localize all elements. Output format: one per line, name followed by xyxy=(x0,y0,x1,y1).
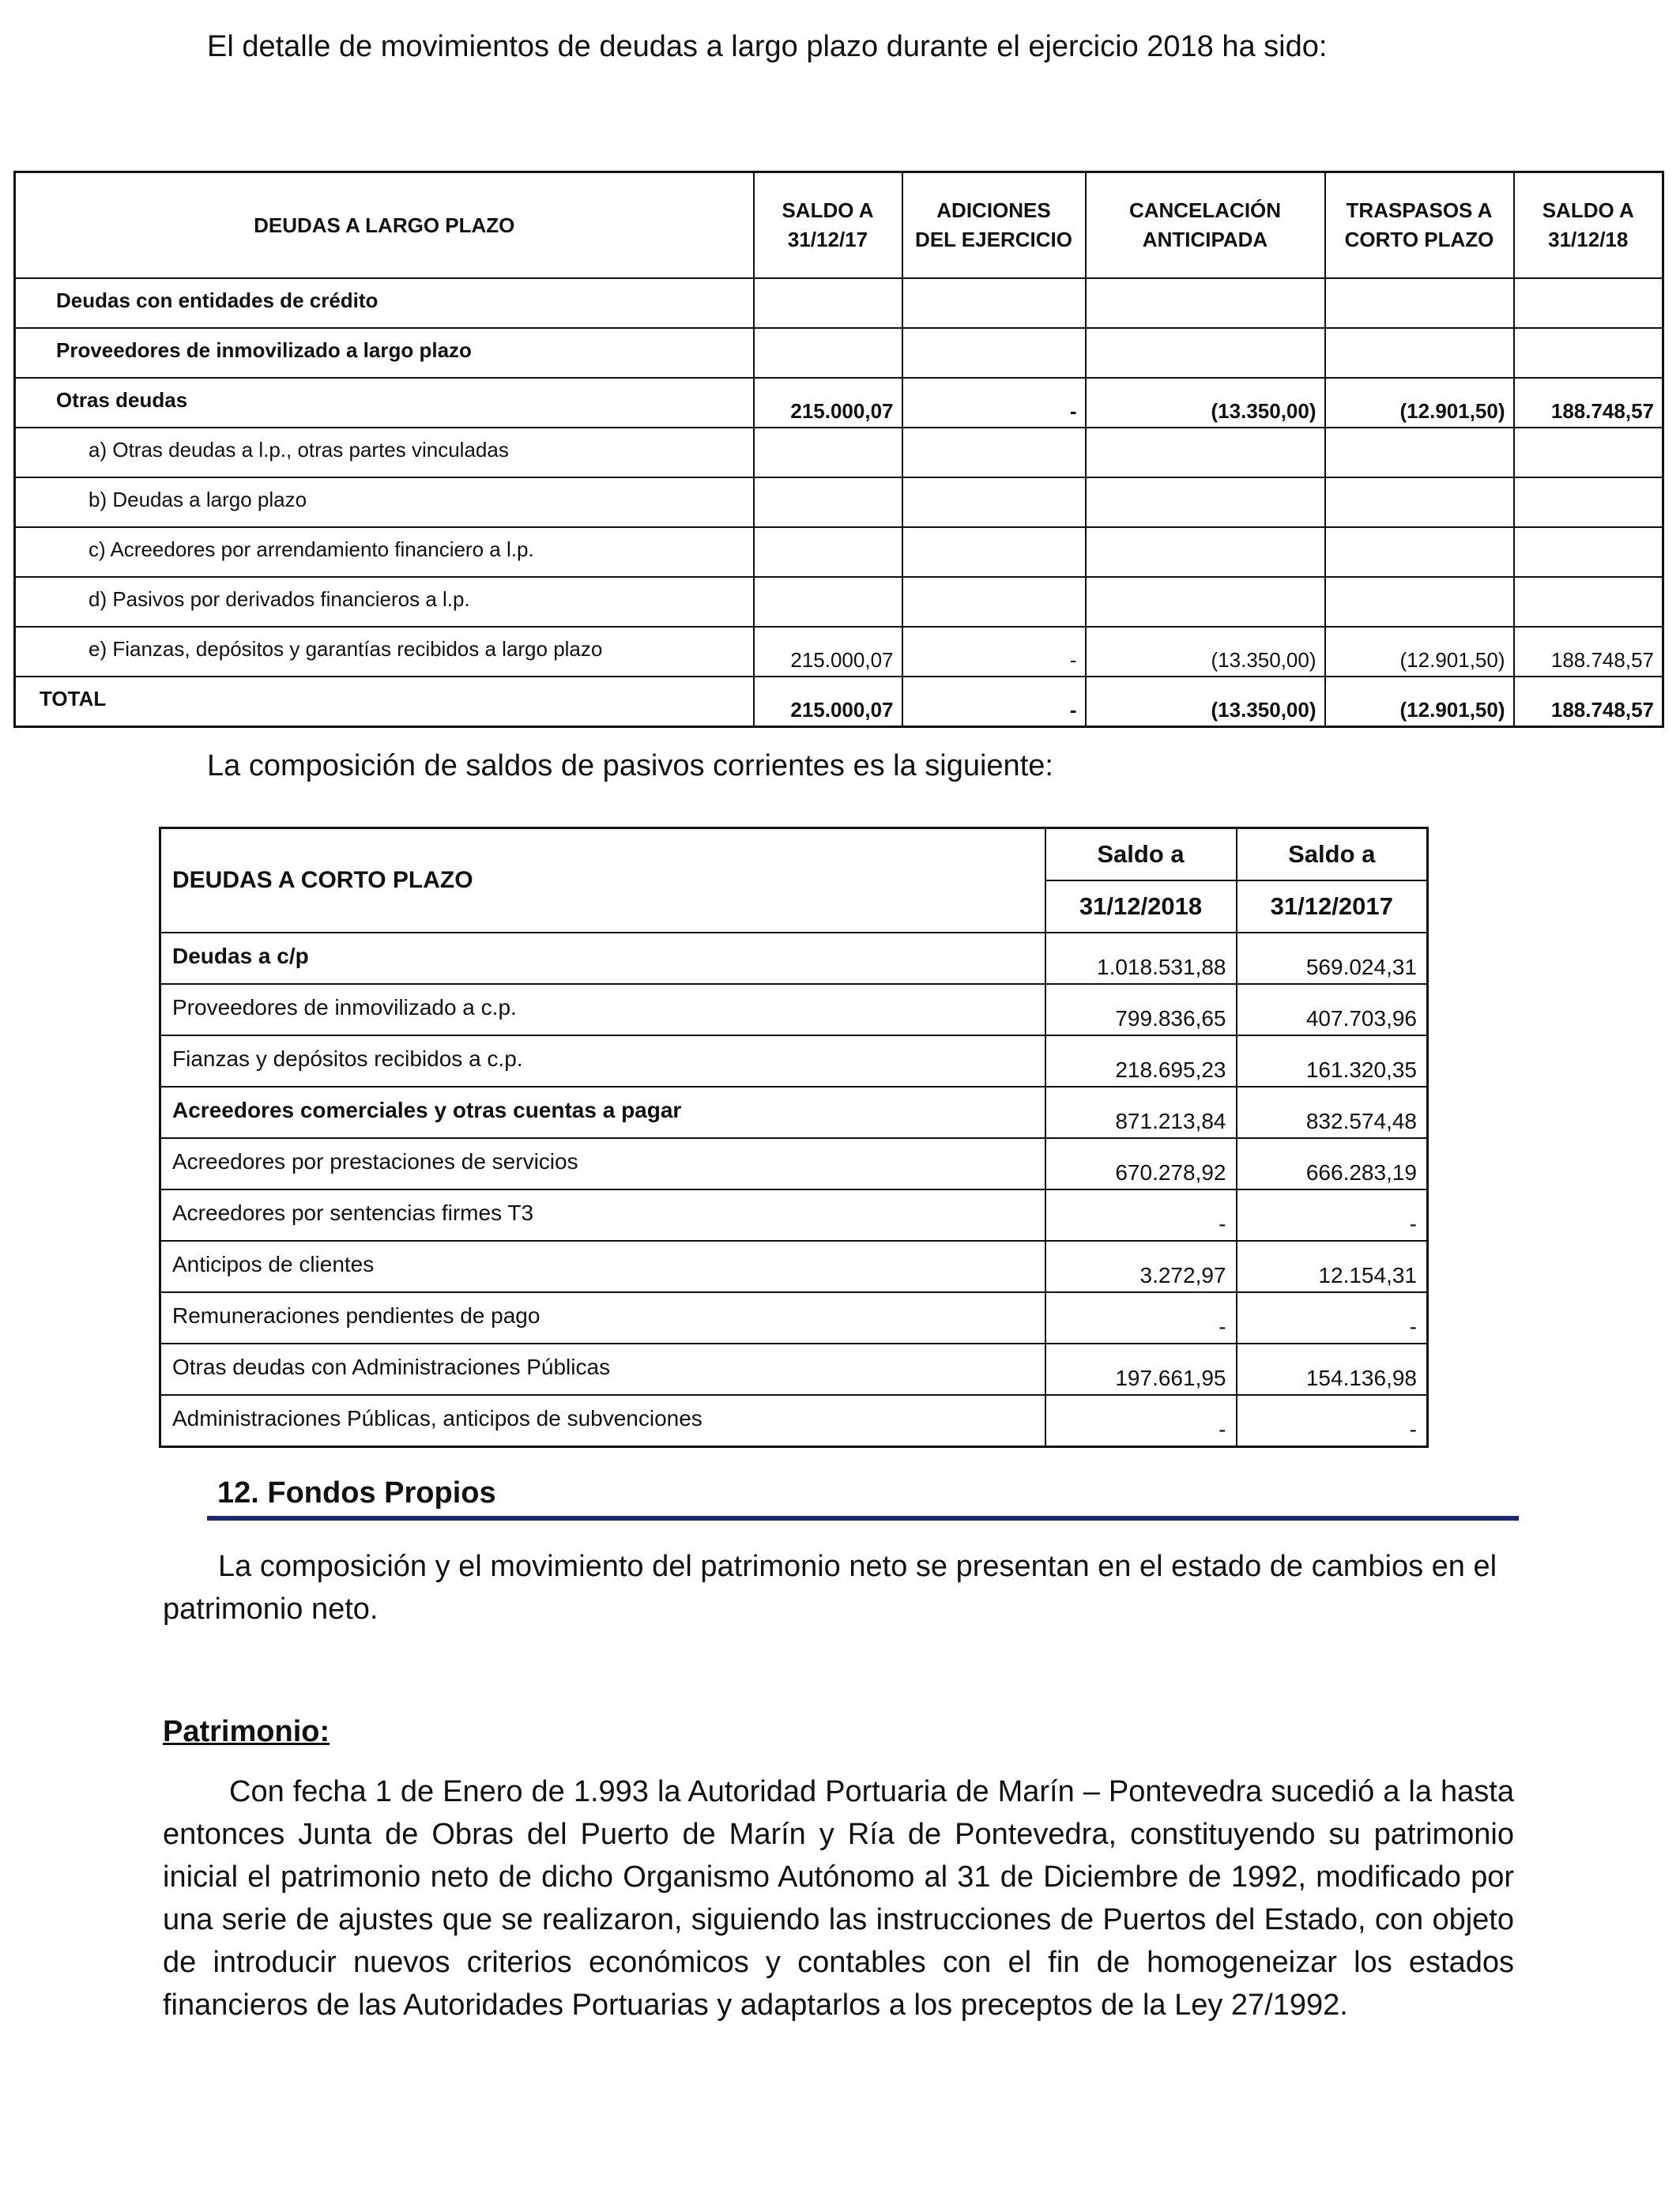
intro-long-term-text: El detalle de movimientos de deudas a largo plazo durante el ejercicio 2018 ha sido: xyxy=(207,30,1328,63)
intro-current-liabilities-text: La composición de saldos de pasivos corrientes es la siguiente: xyxy=(207,749,1053,782)
cell-value xyxy=(902,428,1086,477)
cell-value: 188.748,57 xyxy=(1514,627,1663,677)
cell-value: 407.703,96 xyxy=(1237,984,1428,1035)
cell-value xyxy=(1086,527,1325,577)
table-row xyxy=(160,1395,1428,1447)
cell-value: 799.836,65 xyxy=(1045,984,1237,1035)
row-label: a) Otras deudas a l.p., otras partes vinculadas xyxy=(15,428,754,477)
cell-value: 215.000,07 xyxy=(754,677,902,727)
table-row xyxy=(15,378,1663,428)
row-label: TOTAL xyxy=(15,677,754,727)
table-row xyxy=(160,1189,1428,1241)
table-row xyxy=(160,984,1428,1035)
cell-value: (13.350,00) xyxy=(1086,677,1325,727)
row-label: Proveedores de inmovilizado a c.p. xyxy=(160,984,1045,1035)
cell-value: 215.000,07 xyxy=(754,627,902,677)
cell-value: - xyxy=(902,677,1086,727)
cell-value xyxy=(1086,278,1325,328)
row-label: d) Pasivos por derivados financieros a l.p. xyxy=(15,577,754,627)
row-label: c) Acreedores por arrendamiento financiero a l.p. xyxy=(15,527,754,577)
header-col1-top: Saldo a xyxy=(1045,828,1237,881)
cell-value: 188.748,57 xyxy=(1514,677,1663,727)
cell-value xyxy=(754,527,902,577)
cell-value: 871.213,84 xyxy=(1045,1087,1237,1138)
cell-value xyxy=(1086,428,1325,477)
row-label: Administraciones Públicas, anticipos de subvenciones xyxy=(160,1395,1045,1447)
cell-value: (13.350,00) xyxy=(1086,378,1325,428)
cell-value xyxy=(754,428,902,477)
cell-value: 161.320,35 xyxy=(1237,1035,1428,1087)
header-cell: ADICIONES DEL EJERCICIO xyxy=(902,172,1086,279)
cell-value: 12.154,31 xyxy=(1237,1241,1428,1292)
cell-value: - xyxy=(1237,1292,1428,1344)
cell-value: - xyxy=(1045,1395,1237,1447)
long-term-debt-table xyxy=(13,171,1664,728)
section-title: 12. Fondos Propios xyxy=(217,1476,496,1510)
row-label: Deudas con entidades de crédito xyxy=(15,278,754,328)
cell-value xyxy=(1514,328,1663,378)
cell-value: 3.272,97 xyxy=(1045,1241,1237,1292)
table-row xyxy=(15,527,1663,577)
cell-value xyxy=(1514,527,1663,577)
cell-value xyxy=(754,477,902,527)
cell-value: 1.018.531,88 xyxy=(1045,933,1237,984)
table-row xyxy=(160,1035,1428,1087)
cell-value xyxy=(754,577,902,627)
cell-value xyxy=(754,328,902,378)
cell-value xyxy=(1514,278,1663,328)
table-row xyxy=(15,627,1663,677)
cell-value: 218.695,23 xyxy=(1045,1035,1237,1087)
cell-value: 832.574,48 xyxy=(1237,1087,1428,1138)
cell-value: (12.901,50) xyxy=(1325,378,1514,428)
cell-value xyxy=(902,527,1086,577)
header-cell: TRASPASOS A CORTO PLAZO xyxy=(1325,172,1514,279)
row-label: Acreedores por sentencias firmes T3 xyxy=(160,1189,1045,1241)
cell-value xyxy=(902,328,1086,378)
row-label: Anticipos de clientes xyxy=(160,1241,1045,1292)
table-row xyxy=(15,328,1663,378)
row-label: Deudas a c/p xyxy=(160,933,1045,984)
cell-value xyxy=(902,477,1086,527)
row-label: Acreedores comerciales y otras cuentas a pagar xyxy=(160,1087,1045,1138)
table-row xyxy=(160,1241,1428,1292)
cell-value: - xyxy=(1237,1395,1428,1447)
cell-value: - xyxy=(1237,1189,1428,1241)
cell-value xyxy=(754,278,902,328)
cell-value xyxy=(1514,577,1663,627)
table-row xyxy=(15,477,1663,527)
row-label: Proveedores de inmovilizado a largo plazo xyxy=(15,328,754,378)
table-row xyxy=(15,677,1663,727)
cell-value: (13.350,00) xyxy=(1086,627,1325,677)
row-label: Fianzas y depósitos recibidos a c.p. xyxy=(160,1035,1045,1087)
cell-value: 197.661,95 xyxy=(1045,1344,1237,1395)
cell-value xyxy=(1325,577,1514,627)
short-term-debt-table xyxy=(159,827,1429,1448)
cell-value: - xyxy=(1045,1292,1237,1344)
section12-paragraph: La composición y el movimiento del patrimonio neto se presentan en el estado de cambios en el patrimonio neto. xyxy=(163,1550,1497,1626)
row-label: e) Fianzas, depósitos y garantías recibidos a largo plazo xyxy=(15,627,754,677)
table-row xyxy=(15,577,1663,627)
cell-value xyxy=(1325,278,1514,328)
header-col2-top: Saldo a xyxy=(1237,828,1428,881)
table-row xyxy=(160,933,1428,984)
table-header-row xyxy=(15,172,1663,279)
cell-value xyxy=(1325,477,1514,527)
cell-value: - xyxy=(902,627,1086,677)
cell-value xyxy=(1086,328,1325,378)
table-row xyxy=(160,1292,1428,1344)
header-cell: SALDO A 31/12/18 xyxy=(1514,172,1663,279)
cell-value xyxy=(1514,428,1663,477)
cell-value xyxy=(902,577,1086,627)
patrimonio-heading: Patrimonio: xyxy=(163,1715,330,1748)
cell-value xyxy=(1325,328,1514,378)
header-deudas-corto-plazo: DEUDAS A CORTO PLAZO xyxy=(160,828,1045,933)
patrimonio-paragraph: Con fecha 1 de Enero de 1.993 la Autoridad Portuaria de Marín – Pontevedra sucedió a la hasta entonces Junta de Obras del Puerto de Marín y Ría de Pontevedra, constituyendo su patrimonio inicial el patrimonio neto de dicho Organismo Autónomo al 31 de Diciembre de 1992, modificado por una serie de ajustes que se realizaron, siguiendo las instrucciones de Puertos del Estado, con objeto de introducir nuevos criterios económicos y contables con el fin de homogeneizar los estados financieros de las Autoridades Portuarias y adaptarlos a los preceptos de la Ley 27/1992. xyxy=(163,1775,1514,2022)
row-label: Otras deudas con Administraciones Públicas xyxy=(160,1344,1045,1395)
row-label: b) Deudas a largo plazo xyxy=(15,477,754,527)
cell-value xyxy=(1086,577,1325,627)
cell-value: - xyxy=(1045,1189,1237,1241)
cell-value xyxy=(1514,477,1663,527)
cell-value xyxy=(902,278,1086,328)
header-col2-bottom: 31/12/2017 xyxy=(1237,880,1428,933)
header-cell: DEUDAS A LARGO PLAZO xyxy=(15,172,754,279)
cell-value: 666.283,19 xyxy=(1237,1138,1428,1189)
row-label: Otras deudas xyxy=(15,378,754,428)
cell-value: 670.278,92 xyxy=(1045,1138,1237,1189)
cell-value xyxy=(1086,477,1325,527)
cell-value: (12.901,50) xyxy=(1325,627,1514,677)
table-header-row xyxy=(160,828,1428,881)
cell-value xyxy=(1325,428,1514,477)
header-cell: CANCELACIÓN ANTICIPADA xyxy=(1086,172,1325,279)
row-label: Remuneraciones pendientes de pago xyxy=(160,1292,1045,1344)
cell-value: - xyxy=(902,378,1086,428)
header-cell: SALDO A 31/12/17 xyxy=(754,172,902,279)
header-col1-bottom: 31/12/2018 xyxy=(1045,880,1237,933)
table-row xyxy=(160,1344,1428,1395)
cell-value xyxy=(1325,527,1514,577)
cell-value: 569.024,31 xyxy=(1237,933,1428,984)
section-divider xyxy=(207,1516,1519,1521)
table-row xyxy=(160,1087,1428,1138)
cell-value: 188.748,57 xyxy=(1514,378,1663,428)
table-row xyxy=(15,278,1663,328)
table-row xyxy=(15,428,1663,477)
cell-value: (12.901,50) xyxy=(1325,677,1514,727)
table-row xyxy=(160,1138,1428,1189)
row-label: Acreedores por prestaciones de servicios xyxy=(160,1138,1045,1189)
cell-value: 215.000,07 xyxy=(754,378,902,428)
cell-value: 154.136,98 xyxy=(1237,1344,1428,1395)
